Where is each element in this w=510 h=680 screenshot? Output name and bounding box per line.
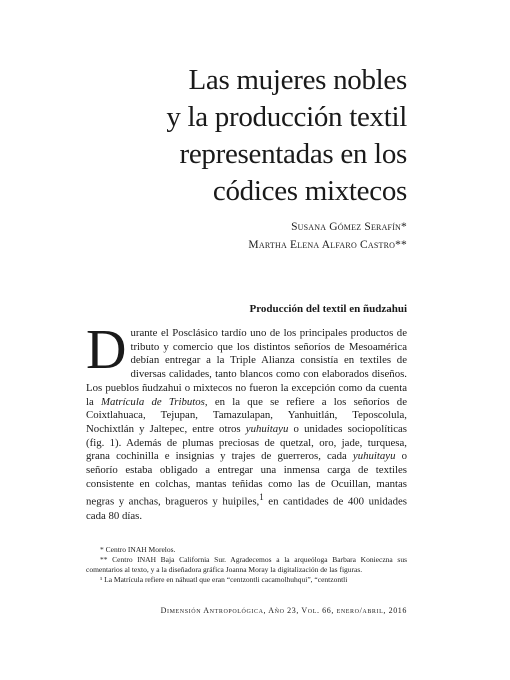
drop-cap: D [86,319,127,381]
title-line: códices mixtecos [212,175,407,207]
journal-footer: Dimensión Antropológica, Año 23, Vol. 66, enero/abril, 2016 [160,606,407,615]
body-text: urante el Posclásico tardío uno de los principales productos de tributo y comercio que los distintos señoríos de Mesoamérica debían entregar a la Triple Alianza consistía en textiles de diversas calidades, tanto blancos como con elaborados diseños. Los pueblos ñudzahui o mixtecos no fueron la excepción como da cuenta la [86,327,407,408]
footnotes [86,545,407,585]
author-list [107,218,407,254]
article-title [107,62,407,210]
author-name: Susana Gómez Serafín* [291,221,407,233]
italic-term: yuhuitayu [352,450,396,463]
body-text: , en la que se refiere a los señoríos de Coixtlahuaca, Tejupan, Tamazulapan, Yanhuitlán, Teposcolula, Nochixtlán y Jaltepec, entre otros [86,395,407,435]
italic-term: yuhuitayu [245,422,289,435]
author-name: Martha Elena Alfaro Castro** [248,239,407,251]
body-text: o unidades sociopolíticas (fig. 1). Además de plumas preciosas de quetzal, oro, jade, turquesa, grana cochinilla e insignias y trajes de guerreros, cada [86,422,407,463]
footnote: ** Centro INAH Baja California Sur. Agradecemos a la arqueóloga Barbara Konieczna sus comentarios al texto, y a la diseñadora gráfica Joanna Moray la digitalización de las figuras. [86,555,407,574]
title-line: Las mujeres nobles [188,64,407,96]
section-heading: Producción del textil en ñudzahui [249,303,407,315]
title-line: y la producción textil [166,101,407,133]
footnote: * Centro INAH Morelos. [100,545,176,554]
body-paragraph [86,319,407,523]
body-text: en cantidades de 400 unidades cada 80 días. [86,496,407,522]
footnote: ¹ La Matrícula refiere en náhuatl que eran “centzontli cacamolhuhqui”, “centzontli [100,575,348,584]
title-line: representadas en los [179,138,407,170]
italic-title: Matrícula de Tributos [101,395,205,408]
footnote-marker: 1 [259,492,264,503]
body-text: o señorío estaba obligado a entregar una inmensa carga de textiles consistente en colchas, mantas teñidas como las de Ocuillan, mantas negras y anchas, bragueros y huipiles, [86,450,407,509]
